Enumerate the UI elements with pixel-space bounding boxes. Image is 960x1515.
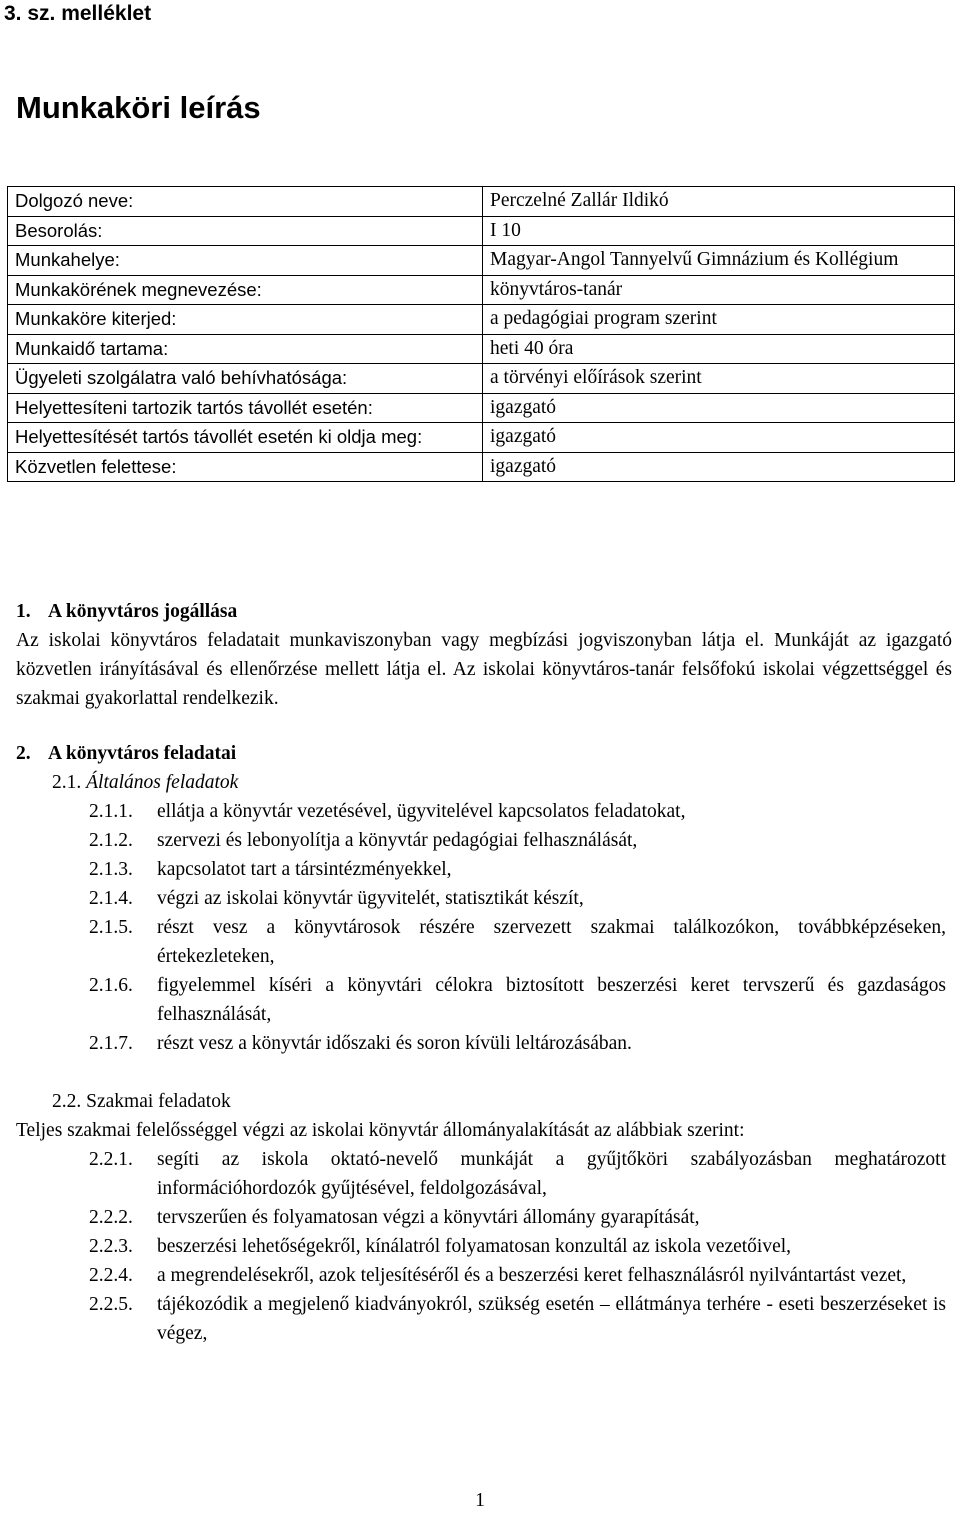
info-label: Ügyeleti szolgálatra való behívhatósága: — [8, 364, 483, 394]
section-title: A könyvtáros feladatai — [48, 743, 237, 764]
info-row — [8, 187, 955, 217]
list-item — [16, 1203, 952, 1232]
list-item — [16, 1232, 952, 1261]
section-number: 2. — [16, 743, 31, 764]
item-number: 2.1.5. — [89, 917, 133, 938]
list-item — [16, 1290, 952, 1348]
info-row — [8, 334, 955, 364]
item-number: 2.1.1. — [89, 801, 133, 822]
employee-info-table — [7, 186, 955, 482]
section-legal-status — [16, 597, 952, 713]
subsection-title: Általános feladatok — [86, 772, 239, 793]
subsection-intro: Teljes szakmai felelősséggel végzi az iskolai könyvtár állományalakítását az alábbiak szerint: — [16, 1120, 745, 1141]
item-text: figyelemmel kíséri a könyvtári célokra biztosított beszerzési keret tervszerű és gazdaságos felhasználását, — [157, 975, 946, 1025]
item-number: 2.1.7. — [89, 1033, 133, 1054]
item-number: 2.1.3. — [89, 859, 133, 880]
section-heading — [16, 597, 952, 626]
item-text: végzi az iskolai könyvtár ügyvitelét, statisztikát készít, — [157, 888, 584, 909]
item-number: 2.1.4. — [89, 888, 133, 909]
info-value: a pedagógiai program szerint — [483, 305, 955, 335]
info-value: könyvtáros-tanár — [483, 275, 955, 305]
info-value: a törvényi előírások szerint — [483, 364, 955, 394]
info-label: Munkaköre kiterjed: — [8, 305, 483, 335]
item-number: 2.2.1. — [89, 1149, 133, 1170]
info-row — [8, 364, 955, 394]
list-item — [16, 971, 952, 1029]
section-title: A könyvtáros jogállása — [48, 601, 238, 622]
info-value: igazgató — [483, 393, 955, 423]
info-value: heti 40 óra — [483, 334, 955, 364]
page-number: 1 — [475, 1490, 485, 1511]
info-label: Helyettesíteni tartozik tartós távollét esetén: — [8, 393, 483, 423]
item-number: 2.2.3. — [89, 1236, 133, 1257]
item-number: 2.2.5. — [89, 1294, 133, 1315]
subsection-number: 2.2. — [52, 1091, 82, 1112]
item-text: tervszerűen és folyamatosan végzi a könyvtári állomány gyarapítását, — [157, 1207, 700, 1228]
item-text: tájékozódik a megjelenő kiadványokról, szükség esetén – ellátmánya terhére - eseti beszerzéseket is végez, — [157, 1294, 946, 1344]
section-duties — [16, 739, 952, 1348]
document-title: Munkaköri leírás — [16, 90, 261, 125]
info-row — [8, 393, 955, 423]
info-row — [8, 423, 955, 453]
item-number: 2.1.6. — [89, 975, 133, 996]
info-row — [8, 305, 955, 335]
info-value: igazgató — [483, 423, 955, 453]
info-label: Helyettesítését tartós távollét esetén ki oldja meg: — [8, 423, 483, 453]
item-text: segíti az iskola oktató-nevelő munkáját a gyűjtőköri szabályozásban meghatározott információhordozók gyűjtésével, feldolgozásával, — [157, 1149, 946, 1199]
list-item — [16, 1029, 952, 1058]
info-row — [8, 246, 955, 276]
info-value: Perczelné Zallár Ildikó — [483, 187, 955, 217]
list-item — [16, 913, 952, 971]
info-label: Munkaidő tartama: — [8, 334, 483, 364]
section-paragraph: Az iskolai könyvtáros feladatait munkaviszonyban vagy megbízási jogviszonyban látja el. Munkáját az igazgató közvetlen irányításával és ellenőrzése mellett látja el. Az iskolai könyvtáros-tanár felsőfokú iskolai végzettséggel és szakmai gyakorlattal rendelkezik. — [16, 630, 952, 709]
info-label: Dolgozó neve: — [8, 187, 483, 217]
info-label: Munkahelye: — [8, 246, 483, 276]
item-text: részt vesz a könyvtár időszaki és soron kívüli leltározásában. — [157, 1033, 632, 1054]
info-value: I 10 — [483, 216, 955, 246]
list-item — [16, 884, 952, 913]
item-text: ellátja a könyvtár vezetésével, ügyvitelével kapcsolatos feladatokat, — [157, 801, 686, 822]
info-label: Besorolás: — [8, 216, 483, 246]
list-item — [16, 797, 952, 826]
annex-label: 3. sz. melléklet — [4, 2, 152, 25]
subsection-heading — [16, 768, 952, 797]
item-text: részt vesz a könyvtárosok részére szervezett szakmai találkozókon, továbbképzéseken, értekezleteken, — [157, 917, 946, 967]
list-item — [16, 826, 952, 855]
list-item — [16, 1145, 952, 1203]
info-label: Munkakörének megnevezése: — [8, 275, 483, 305]
info-value: igazgató — [483, 452, 955, 482]
subsection-title: Szakmai feladatok — [86, 1091, 231, 1112]
info-row — [8, 216, 955, 246]
item-text: kapcsolatot tart a társintézményekkel, — [157, 859, 452, 880]
item-text: szervezi és lebonyolítja a könyvtár pedagógiai felhasználását, — [157, 830, 638, 851]
item-number: 2.2.2. — [89, 1207, 133, 1228]
section-heading — [16, 739, 952, 768]
info-value: Magyar-Angol Tannyelvű Gimnázium és Kollégium — [483, 246, 955, 276]
item-number: 2.2.4. — [89, 1265, 133, 1286]
info-row — [8, 452, 955, 482]
info-label: Közvetlen felettese: — [8, 452, 483, 482]
list-item — [16, 1261, 952, 1290]
item-text: beszerzési lehetőségekről, kínálatról folyamatosan konzultál az iskola vezetőivel, — [157, 1236, 792, 1257]
subsection-number: 2.1. — [52, 772, 82, 793]
subsection-heading — [16, 1087, 952, 1116]
list-item — [16, 855, 952, 884]
item-number: 2.1.2. — [89, 830, 133, 851]
section-number: 1. — [16, 601, 31, 622]
info-row — [8, 275, 955, 305]
item-text: a megrendelésekről, azok teljesítéséről és a beszerzési keret felhasználásról nyilvántartást vezet, — [157, 1265, 907, 1286]
